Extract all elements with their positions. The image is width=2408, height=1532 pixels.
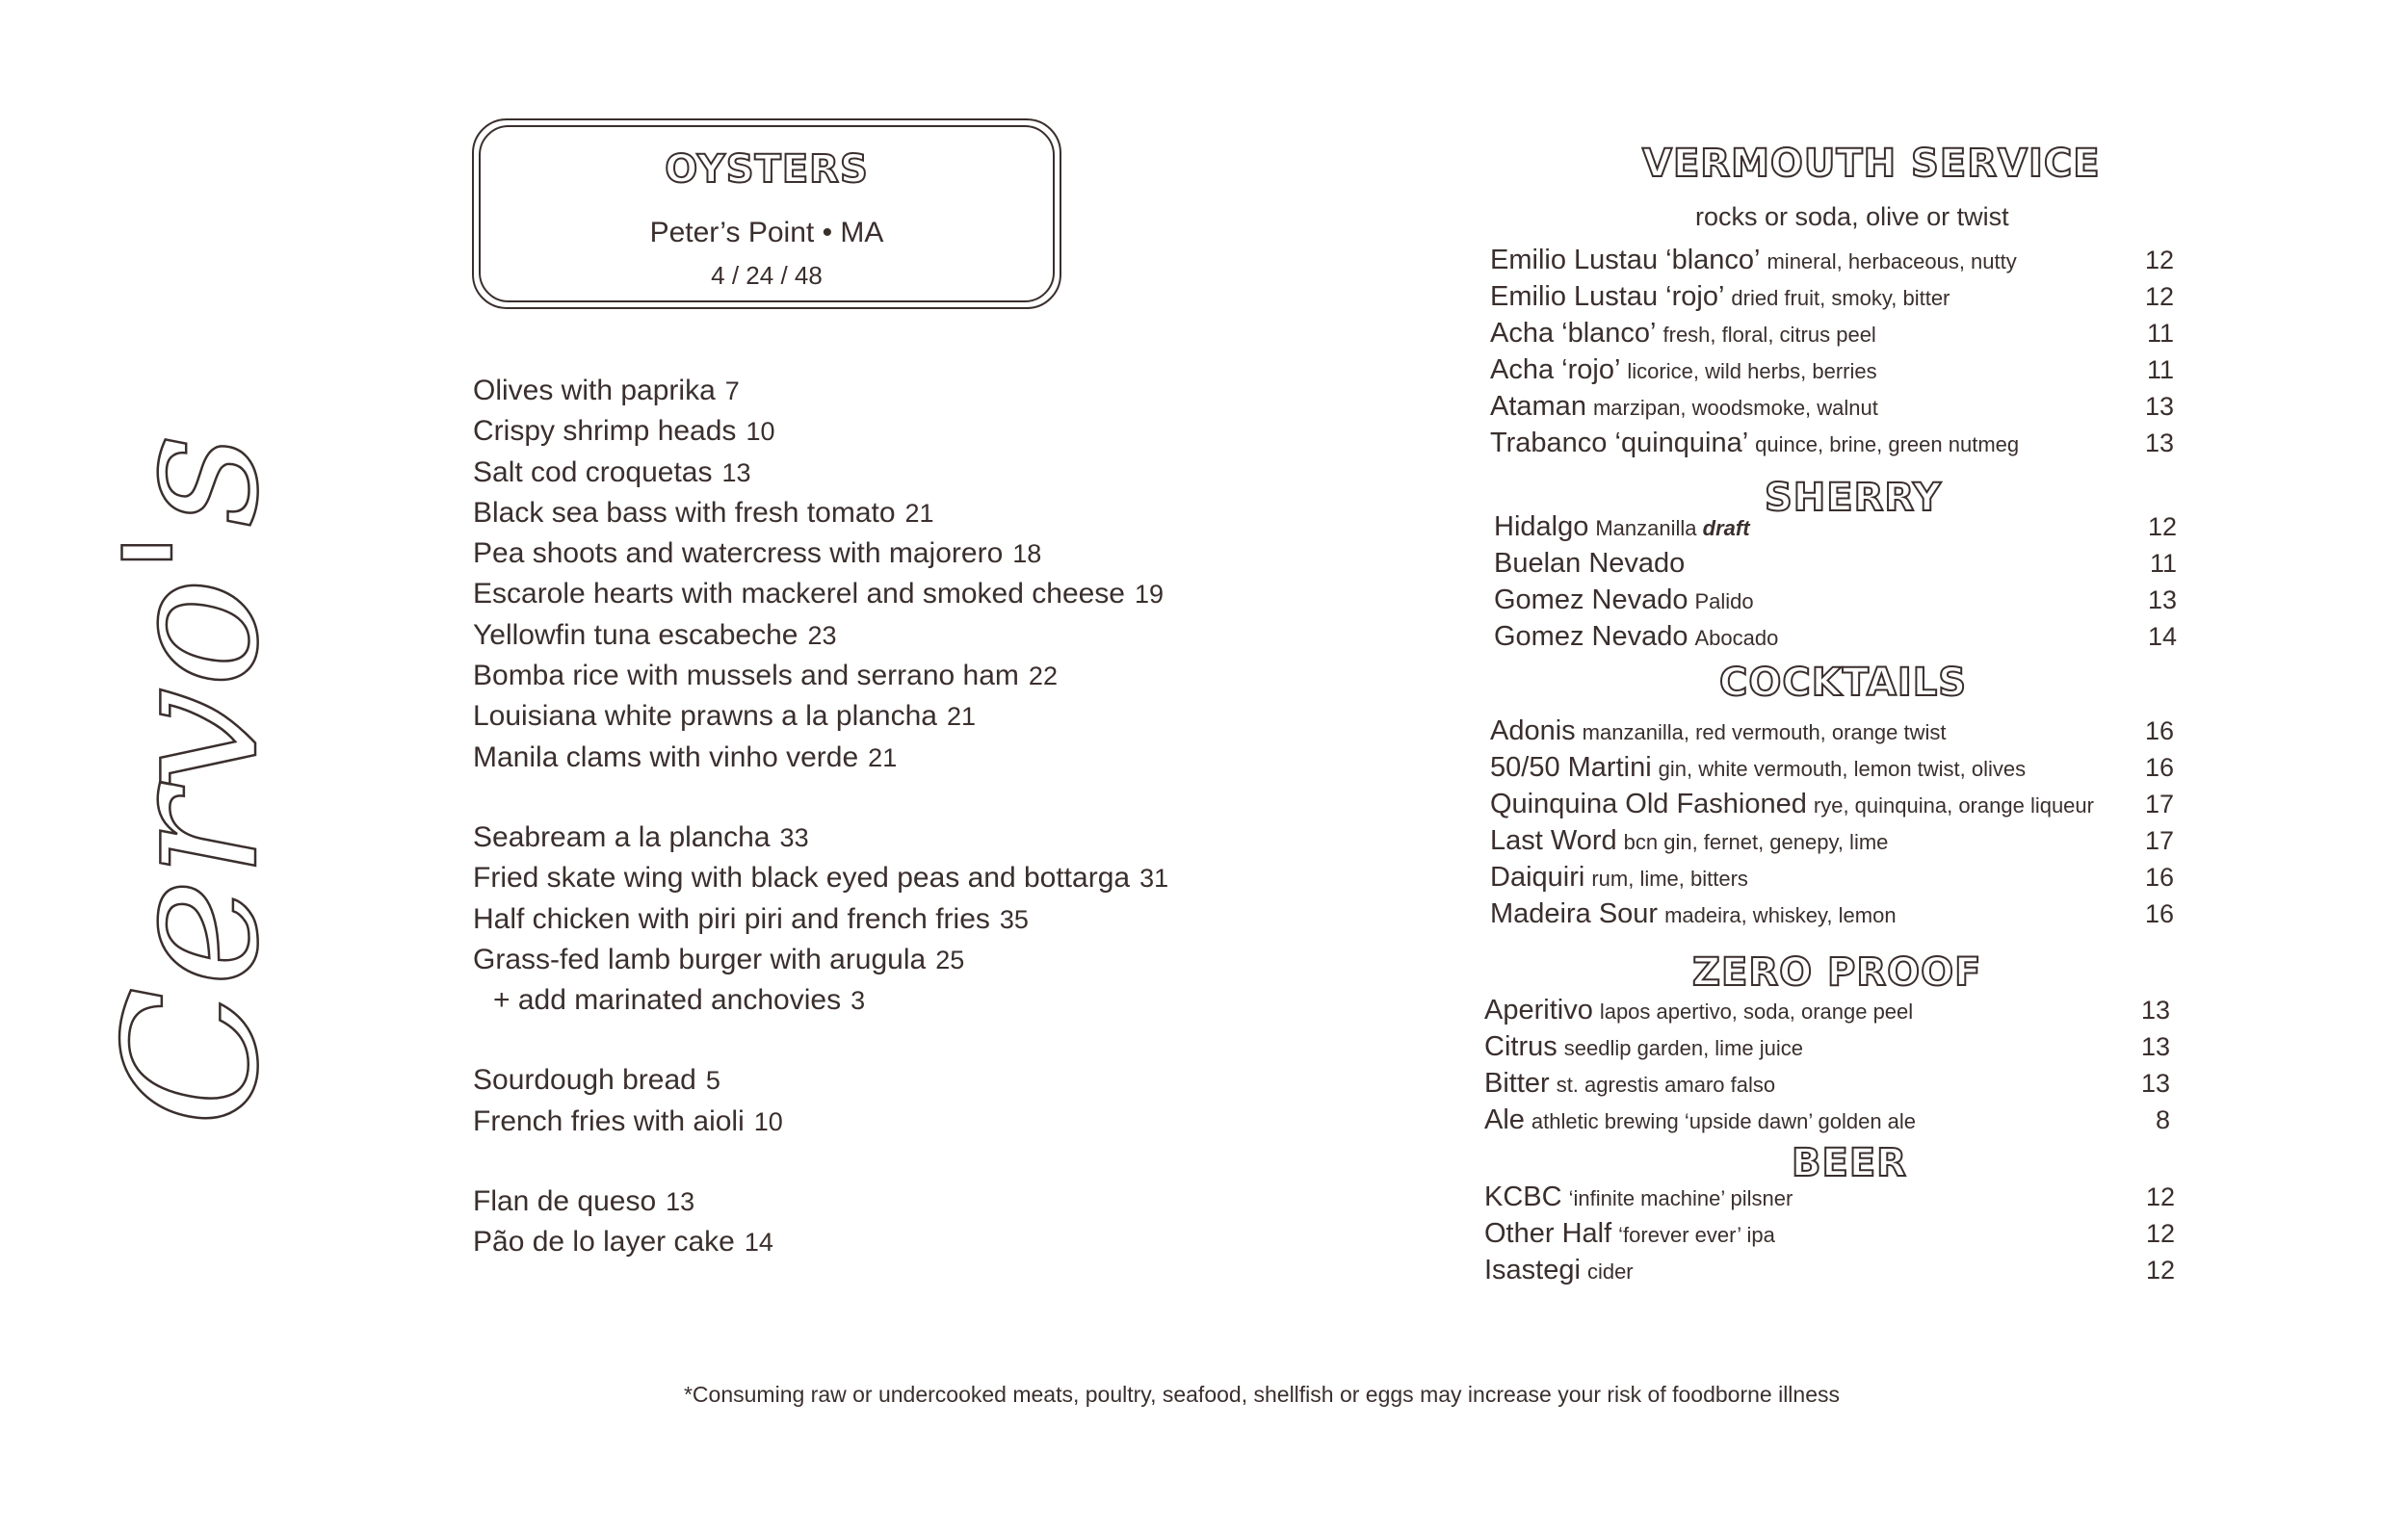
drink-item: [1484, 1252, 2175, 1288]
drink-price: 13: [2147, 585, 2177, 614]
drink-description: [1587, 1259, 1634, 1284]
food-item: [473, 696, 1340, 737]
food-item-name: Salt cod croquetas: [473, 455, 713, 488]
food-item-price: 21: [946, 702, 977, 732]
drink-name: Emilio Lustau ‘rojo’: [1490, 281, 1725, 312]
drink-price: 13: [2140, 1069, 2170, 1098]
drink-description: [1600, 1000, 1913, 1024]
food-item-name: Pão de lo layer cake: [473, 1226, 735, 1259]
drink-price: 13: [2144, 428, 2174, 457]
sherry-list: [1494, 508, 2177, 655]
food-group: [473, 1060, 1340, 1142]
drink-price: 17: [2144, 826, 2174, 855]
drink-item: [1490, 278, 2174, 315]
drink-name: Quinquina Old Fashioned: [1490, 789, 1807, 819]
oysters-prices: 4 / 24 / 48: [711, 261, 823, 290]
beer-title: BEER: [1792, 1141, 1907, 1185]
food-item: [473, 1181, 1340, 1222]
drink-name: KCBC: [1484, 1181, 1562, 1212]
food-item: [473, 899, 1340, 940]
drink-item: [1494, 508, 2177, 545]
food-item-price: 21: [868, 742, 898, 772]
drink-item: [1494, 582, 2177, 618]
food-item: [473, 453, 1340, 493]
food-item-price: 23: [807, 620, 837, 650]
food-item-price: 33: [779, 822, 809, 852]
drink-description: [1664, 903, 1896, 927]
drink-description-text: dried fruit, smoky, bitter: [1731, 286, 1950, 310]
drink-item: [1494, 618, 2177, 655]
drink-description: [1695, 589, 1754, 613]
food-item: [473, 1060, 1340, 1101]
food-item: [473, 411, 1340, 452]
drink-description-text: rye, quinquina, orange liqueur: [1813, 793, 2094, 818]
drink-item: [1490, 822, 2174, 859]
drink-price: 12: [2144, 282, 2174, 311]
food-item-name: Fried skate wing with black eyed peas and bottarga: [473, 862, 1131, 895]
food-item-name: French fries with aioli: [473, 1104, 745, 1137]
drink-description-text: rum, lime, bitters: [1591, 867, 1748, 891]
food-item-price: 13: [721, 457, 751, 487]
food-item-price: 25: [935, 945, 965, 974]
drink-item: [1490, 713, 2174, 749]
drink-description: [1618, 1223, 1775, 1247]
drink-item: [1490, 351, 2174, 388]
drink-description-text: ‘forever ever’ ipa: [1618, 1223, 1775, 1247]
drink-description: [1569, 1186, 1793, 1210]
food-item-name: Yellowfin tuna escabeche: [473, 618, 798, 651]
food-item-name: Olives with paprika: [473, 375, 716, 406]
food-item-price: 5: [705, 1066, 720, 1096]
food-item-name: + add marinated anchovies: [493, 984, 842, 1017]
drink-description-text: ‘infinite machine’ pilsner: [1568, 1186, 1793, 1210]
drink-price: 12: [2145, 1219, 2175, 1248]
food-item-name: Grass-fed lamb burger with arugula: [473, 943, 927, 975]
logo-wordmark: [86, 432, 342, 1128]
drink-item: [1490, 425, 2174, 461]
food-item-name: Half chicken with piri piri and french fries: [473, 902, 990, 935]
drink-description: [1583, 720, 1947, 744]
drink-item: [1494, 545, 2177, 582]
drink-description: [1659, 757, 2027, 781]
drink-name: Acha ‘rojo’: [1490, 354, 1621, 385]
drink-description-text: lapos apertivo, soda, orange peel: [1599, 1000, 1914, 1024]
food-item-name: Black sea bass with fresh tomato: [473, 496, 896, 529]
drink-item: [1484, 1065, 2170, 1102]
drink-description: [1627, 359, 1876, 383]
drink-description-text: Palido: [1694, 589, 1754, 613]
drink-name: Gomez Nevado: [1494, 584, 1688, 615]
drink-price: 13: [2140, 996, 2170, 1025]
drink-price: 12: [2145, 1182, 2175, 1211]
drink-description: [1593, 396, 1878, 420]
drink-description-text: bcn gin, fernet, genepy, lime: [1623, 830, 1889, 854]
drink-description-text: fresh, floral, citrus peel: [1662, 323, 1876, 347]
drink-description-text: st. agrestis amaro falso: [1556, 1073, 1776, 1097]
food-item: [473, 738, 1340, 778]
food-item-price: 18: [1012, 539, 1042, 569]
drink-price: 12: [2144, 246, 2174, 274]
drink-item: [1490, 315, 2174, 351]
drink-description: [1755, 432, 2019, 456]
food-item-price: 13: [666, 1187, 695, 1217]
drink-price: 12: [2145, 1256, 2175, 1285]
drink-name: Adonis: [1490, 715, 1576, 746]
addon-item: [473, 980, 1340, 1021]
vermouth-title: VERMOUTH SERVICE: [1642, 142, 2101, 186]
food-item-price: 35: [999, 904, 1029, 934]
food-item-name: Escarole hearts with mackerel and smoked cheese: [473, 578, 1125, 610]
drink-description: [1595, 516, 1749, 540]
cocktails-list: [1490, 713, 2174, 932]
food-item: [473, 940, 1340, 980]
food-item: [473, 656, 1340, 696]
drink-description: [1591, 867, 1748, 891]
drink-price: 16: [2144, 863, 2174, 892]
drink-description: [1564, 1036, 1803, 1060]
drink-description-text: gin, white vermouth, lemon twist, olives: [1658, 757, 2027, 781]
food-group: [473, 371, 1340, 778]
drink-price: 12: [2147, 512, 2177, 541]
drink-price: 16: [2144, 899, 2174, 928]
food-item-price: 10: [753, 1106, 783, 1136]
drink-description: [1624, 830, 1889, 854]
drink-name: Ale: [1484, 1104, 1525, 1135]
sherry-title: SHERRY: [1765, 476, 1942, 520]
drink-item: [1484, 1215, 2175, 1252]
zero-proof-list: [1484, 992, 2170, 1138]
food-item: [473, 858, 1340, 898]
oysters-origin: Peter’s Point • MA: [649, 217, 884, 248]
logo-text: Cervo's: [86, 432, 299, 1128]
oysters-title: OYSTERS: [665, 147, 869, 192]
food-item-name: Louisiana white prawns a la plancha: [473, 700, 937, 733]
drink-description: [1663, 323, 1876, 347]
food-item: [473, 533, 1340, 574]
drink-price: 11: [2146, 355, 2174, 384]
oysters-box: [472, 118, 1061, 309]
drink-description-text: quince, brine, green nutmeg: [1755, 432, 2020, 456]
drink-name: Buelan Nevado: [1494, 548, 1686, 579]
drink-price: 11: [2146, 319, 2174, 348]
drink-name: Isastegi: [1484, 1255, 1581, 1285]
food-menu: [473, 371, 1340, 1303]
drink-name: Ataman: [1490, 391, 1586, 422]
cocktails-title: COCKTAILS: [1719, 661, 1968, 705]
food-item-price: 14: [744, 1228, 773, 1258]
drink-description-text: Manzanilla: [1595, 516, 1697, 540]
food-item: [473, 574, 1340, 614]
drink-description-text: seedlip garden, lime juice: [1563, 1036, 1803, 1060]
food-item-name: Bomba rice with mussels and serrano ham: [473, 660, 1019, 692]
drink-price: 13: [2144, 392, 2174, 421]
drink-name: Citrus: [1484, 1031, 1557, 1062]
food-item-price: 10: [746, 417, 775, 447]
vermouth-subtitle: rocks or soda, olive or twist: [1695, 202, 2009, 231]
drink-description-text: marzipan, woodsmoke, walnut: [1592, 396, 1878, 420]
drink-name: Gomez Nevado: [1494, 621, 1688, 652]
drink-price: 8: [2155, 1105, 2170, 1134]
drink-description: [1814, 793, 2094, 818]
drink-description-text: athletic brewing ‘upside dawn’ golden ale: [1531, 1109, 1917, 1133]
drink-description: [1557, 1073, 1775, 1097]
drink-name: Daiquiri: [1490, 862, 1585, 893]
food-item-name: Flan de queso: [473, 1185, 657, 1218]
drink-item: [1490, 859, 2174, 896]
food-group: [473, 818, 1340, 1021]
drink-item: [1484, 1179, 2175, 1215]
drink-description-text: cider: [1586, 1259, 1634, 1284]
drink-name: Aperitivo: [1484, 995, 1593, 1026]
allergy-disclaimer: *Consuming raw or undercooked meats, poultry, seafood, shellfish or eggs may increase your risk of foodborne illness: [683, 1382, 1840, 1407]
drink-description-text: Abocado: [1694, 626, 1779, 650]
drink-name: Last Word: [1490, 825, 1617, 856]
drink-description: [1695, 626, 1779, 650]
drink-name: Acha ‘blanco’: [1490, 318, 1657, 349]
drink-price: 17: [2144, 790, 2174, 818]
food-item-price: 31: [1139, 864, 1169, 894]
drink-description-text: licorice, wild herbs, berries: [1627, 359, 1877, 383]
drink-description: [1767, 249, 2016, 273]
food-item: [473, 1222, 1340, 1262]
food-item-name: Pea shoots and watercress with majorero: [473, 537, 1004, 570]
drink-description: [1731, 286, 1950, 310]
zero-proof-title: ZERO PROOF: [1692, 950, 1982, 995]
drink-description-text: manzanilla, red vermouth, orange twist: [1582, 720, 1947, 744]
food-item: [473, 493, 1340, 533]
beer-list: [1484, 1179, 2175, 1288]
food-group: [473, 1181, 1340, 1263]
drink-item: [1490, 388, 2174, 425]
drink-item: [1490, 242, 2174, 278]
drink-price: 14: [2147, 622, 2177, 651]
drink-item: [1490, 896, 2174, 932]
drink-price: 11: [2149, 549, 2177, 578]
drink-description-text: mineral, herbaceous, nutty: [1767, 249, 2017, 273]
drink-item: [1484, 992, 2170, 1028]
drink-name: Hidalgo: [1494, 511, 1589, 542]
drink-description-text: madeira, whiskey, lemon: [1664, 903, 1897, 927]
food-item-name: Crispy shrimp heads: [473, 415, 737, 448]
drink-name: Madeira Sour: [1490, 898, 1659, 929]
food-item-price: 7: [724, 377, 740, 405]
food-item-name: Sourdough bread: [473, 1064, 696, 1097]
drink-item: [1490, 749, 2174, 786]
drink-name: Bitter: [1484, 1068, 1550, 1099]
food-item-name: Seabream a la plancha: [473, 820, 771, 853]
drink-description: [1531, 1109, 1916, 1133]
cervos-logo: [86, 432, 342, 1128]
drink-price: 16: [2144, 753, 2174, 782]
food-item: [473, 371, 1340, 411]
food-item: [473, 615, 1340, 656]
drink-name: Trabanco ‘quinquina’: [1490, 428, 1749, 458]
food-item-price: 3: [851, 986, 866, 1016]
food-item-name: Manila clams with vinho verde: [473, 740, 859, 773]
drink-description-emphasis: draft: [1702, 516, 1750, 540]
drink-price: 16: [2144, 716, 2174, 745]
drink-name: 50/50 Martini: [1490, 752, 1652, 783]
food-item-price: 19: [1135, 580, 1165, 610]
drink-price: 13: [2140, 1032, 2170, 1061]
drink-item: [1484, 1028, 2170, 1065]
food-item-price: 21: [904, 498, 934, 528]
drink-name: Emilio Lustau ‘blanco’: [1490, 245, 1761, 275]
food-item: [473, 1102, 1340, 1142]
food-item-price: 22: [1028, 662, 1058, 691]
drink-name: Other Half: [1484, 1218, 1612, 1249]
drink-item: [1490, 786, 2174, 822]
drink-item: [1484, 1102, 2170, 1138]
vermouth-list: [1490, 242, 2174, 461]
food-item: [473, 818, 1340, 858]
